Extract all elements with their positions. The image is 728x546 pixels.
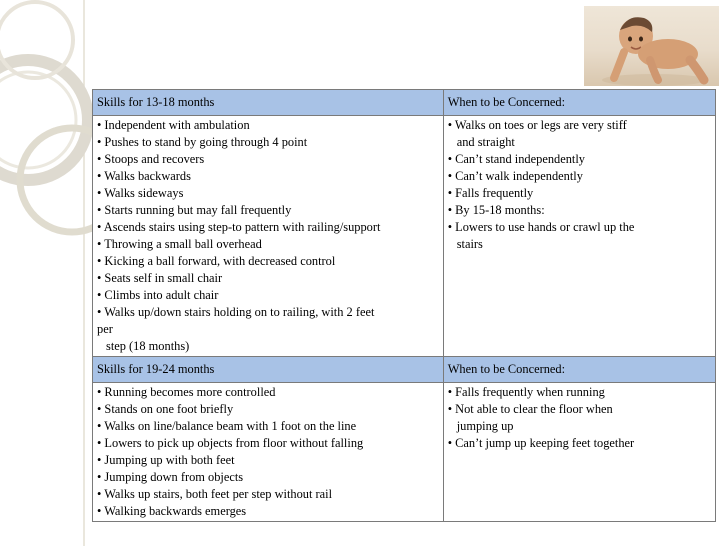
skill-item: • Seats self in small chair <box>97 271 223 285</box>
header-skills-13-18: Skills for 13-18 months <box>93 90 444 116</box>
skill-item: • Walking backwards emerges <box>97 504 247 518</box>
concern-item: • Can’t jump up keeping feet together <box>447 436 635 450</box>
skill-item: • Walks sideways <box>97 186 184 200</box>
crawling-baby-illustration <box>584 6 719 86</box>
concerns-list-19-24 <box>443 383 715 522</box>
skill-item: • Walks up/down stairs holding on to railing, with 2 feet <box>97 305 375 319</box>
header-row-19-24 <box>93 357 716 383</box>
concerns-list-13-18 <box>443 116 715 357</box>
skill-item: • Walks backwards <box>97 169 191 183</box>
skill-item: • Jumping up with both feet <box>97 453 235 467</box>
concern-item: • Lowers to use hands or crawl up the <box>447 220 635 234</box>
concern-item-continuation: and straight <box>456 135 515 149</box>
body-row-19-24 <box>93 383 716 522</box>
skill-item-continuation: per <box>97 322 113 336</box>
header-row-13-18 <box>93 90 716 116</box>
skill-item: • Lowers to pick up objects from floor without falling <box>97 436 364 450</box>
skill-item: • Stoops and recovers <box>97 152 205 166</box>
skill-item: • Walks up stairs, both feet per step without rail <box>97 487 333 501</box>
skill-item: • Throwing a small ball overhead <box>97 237 262 251</box>
baby-photo <box>584 6 719 86</box>
skill-item: • Kicking a ball forward, with decreased control <box>97 254 336 268</box>
concern-item: • Walks on toes or legs are very stiff <box>447 118 627 132</box>
skill-item: • Climbs into adult chair <box>97 288 219 302</box>
header-skills-19-24: Skills for 19-24 months <box>93 357 444 383</box>
concern-item: • Can’t walk independently <box>447 169 583 183</box>
skill-item: • Independent with ambulation <box>97 118 250 132</box>
skill-item: • Ascends stairs using step-to pattern with railing/support <box>97 220 381 234</box>
header-concern-13-18: When to be Concerned: <box>443 90 715 116</box>
ring-inner <box>0 72 76 168</box>
skill-item: • Starts running but may fall frequently <box>97 203 292 217</box>
skill-item-continuation: step (18 months) <box>106 339 190 353</box>
skill-item: • Walks on line/balance beam with 1 foot on the line <box>97 419 357 433</box>
concern-item: • Falls frequently when running <box>447 385 605 399</box>
skills-list-13-18 <box>93 116 444 357</box>
concern-item-continuation: stairs <box>456 237 483 251</box>
concern-item: • Can’t stand independently <box>447 152 585 166</box>
skill-item: • Jumping down from objects <box>97 470 244 484</box>
body-row-13-18 <box>93 116 716 357</box>
concern-item: • By 15-18 months: <box>447 203 545 217</box>
skill-item: • Running becomes more controlled <box>97 385 276 399</box>
header-concern-19-24: When to be Concerned: <box>443 357 715 383</box>
skill-item: • Stands on one foot briefly <box>97 402 234 416</box>
concern-item-continuation: jumping up <box>456 419 514 433</box>
skills-table <box>92 89 716 522</box>
concern-item: • Not able to clear the floor when <box>447 402 613 416</box>
skill-item: • Pushes to stand by going through 4 point <box>97 135 308 149</box>
skills-list-19-24 <box>93 383 444 522</box>
concern-item: • Falls frequently <box>447 186 534 200</box>
